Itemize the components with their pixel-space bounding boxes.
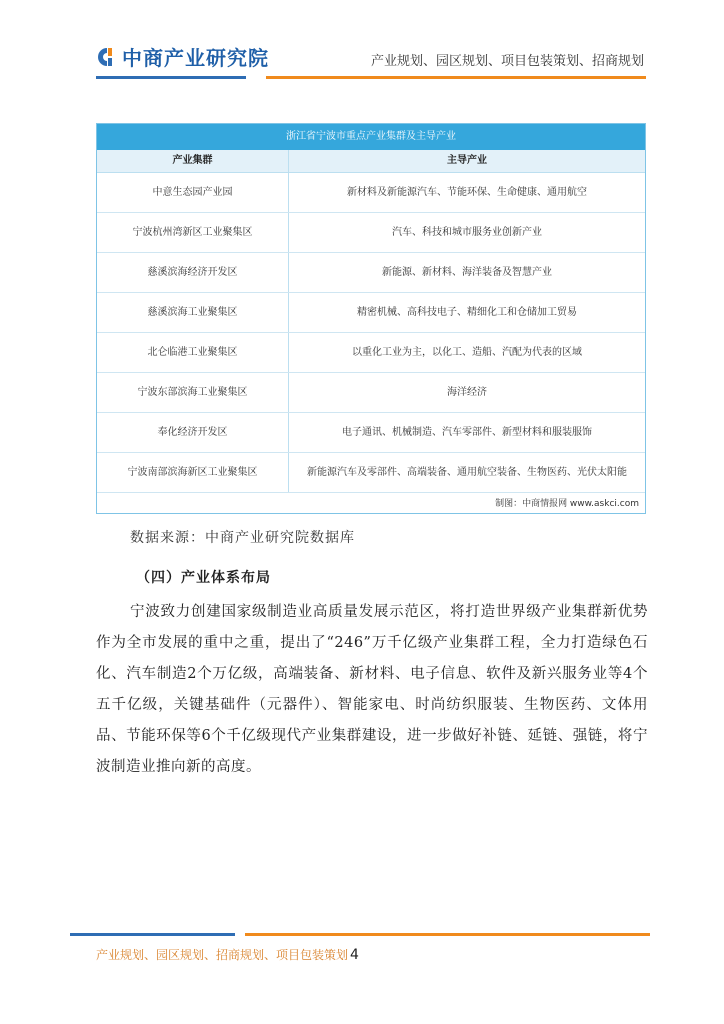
page-footer <box>96 946 359 963</box>
brand-logo <box>96 42 269 71</box>
table-title: 浙江省宁波市重点产业集群及主导产业 <box>97 124 645 150</box>
cluster-cell: 慈溪滨海经济开发区 <box>97 253 289 292</box>
cluster-cell: 奉化经济开发区 <box>97 413 289 452</box>
table-header-industry: 主导产业 <box>447 155 487 166</box>
cluster-cell: 慈溪滨海工业聚集区 <box>97 293 289 332</box>
body-paragraph: 宁波致力创建国家级制造业高质量发展示范区，将打造世界级产业集群新优势作为全市发展的重中之重，提出了“246”万千亿级产业集群工程，全力打造绿色石化、汽车制造2个万亿级，高端装备、新材料、电子信息、软件及新兴服务业等4个五千亿级，关键基础件（元器件）、智能家电、时尚纺织服装、生物医药、文体用品、节能环保等6个千亿级现代产业集群建设，进一步做好补链、延链、强链，将宁波制造业推向新的高度。 <box>96 604 648 775</box>
industry-cell: 新能源汽车及零部件、高端装备、通用航空装备、生物医药、光伏太阳能 <box>307 467 627 478</box>
header-divider-orange <box>266 76 646 79</box>
industry-cell: 电子通讯、机械制造、汽车零部件、新型材料和服装服饰 <box>342 427 592 438</box>
footer-divider-blue <box>70 933 235 936</box>
table-row <box>97 293 645 333</box>
table-header-row <box>97 150 645 173</box>
cluster-cell: 宁波东部滨海工业聚集区 <box>97 373 289 412</box>
industry-cell: 精密机械、高科技电子、精细化工和仓储加工贸易 <box>357 307 577 318</box>
cluster-cell: 宁波杭州湾新区工业聚集区 <box>97 213 289 252</box>
industry-cell: 新材料及新能源汽车、节能环保、生命健康、通用航空 <box>347 187 587 198</box>
table-row <box>97 453 645 493</box>
table-credit: 制图：中商情报网 www.askci.com <box>495 499 639 509</box>
page-header <box>0 0 724 90</box>
table-row <box>97 253 645 293</box>
footer-divider-orange <box>245 933 650 936</box>
header-tagline: 产业规划、园区规划、项目包装策划、招商规划 <box>370 54 644 69</box>
table-row <box>97 333 645 373</box>
footer-tagline: 产业规划、园区规划、招商规划、项目包装策划 <box>96 948 349 962</box>
industry-cell: 海洋经济 <box>447 387 487 398</box>
data-source-note: 数据来源：中商产业研究院数据库 <box>130 530 355 546</box>
cluster-cell: 宁波南部滨海新区工业聚集区 <box>97 453 289 492</box>
industry-cluster-table <box>96 123 646 514</box>
industry-cell: 汽车、科技和城市服务业创新产业 <box>392 227 542 238</box>
table-row <box>97 213 645 253</box>
logo-text: 中商产业研究院 <box>122 46 269 70</box>
logo-mark-icon <box>96 46 118 68</box>
industry-cell: 以重化工业为主，以化工、造船、汽配为代表的区域 <box>352 347 582 358</box>
cluster-cell: 北仑临港工业聚集区 <box>97 333 289 372</box>
cluster-cell: 中意生态园产业园 <box>97 173 289 212</box>
table-header-cluster: 产业集群 <box>97 150 289 172</box>
section-heading: （四）产业体系布局 <box>136 570 271 586</box>
industry-cell: 新能源、新材料、海洋装备及智慧产业 <box>382 267 552 278</box>
table-row <box>97 373 645 413</box>
page-number: 4 <box>350 947 359 963</box>
table-row <box>97 173 645 213</box>
header-divider-blue <box>96 76 246 79</box>
table-row <box>97 413 645 453</box>
